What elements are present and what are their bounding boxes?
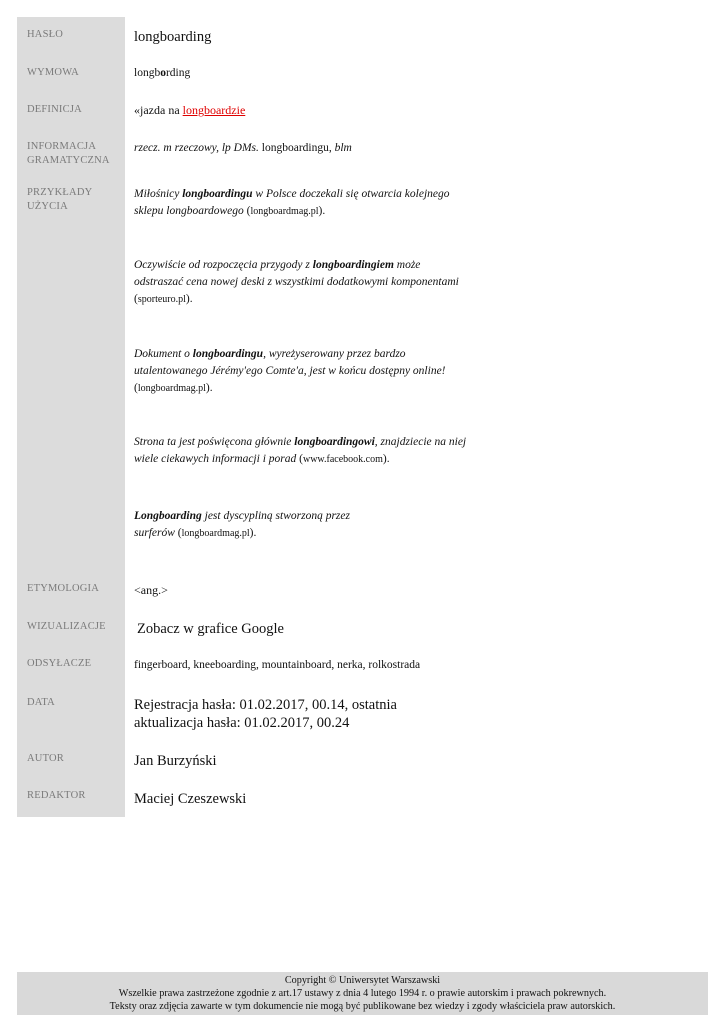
- headword: longboarding: [134, 29, 212, 45]
- example-4: Strona ta jest poświęcona głównie longboardingowi, znajdziecie na niej wiele ciekawych informacji i porad (www.facebook.com).: [134, 436, 467, 465]
- dates: Rejestracja hasła: 01.02.2017, 00.14, ostatnia aktualizacja hasła: 01.02.2017, 00.24: [134, 697, 397, 731]
- source: longboardmag.pl: [137, 383, 206, 394]
- label-redaktor: REDAKTOR: [27, 790, 86, 801]
- footer-copyright: Copyright © Uniwersytet Warszawski: [284, 975, 441, 986]
- example-1: Miłośnicy longboardingu w Polsce doczekali się otwarcia kolejnego sklepu longboardowego (longboardmag.pl).: [134, 188, 450, 217]
- footer-notice: Teksty oraz zdjęcia zawarte w tym dokumencie nie mogą być publikowane bez wiedzy i zgody właściciela praw autorskich.: [109, 1001, 616, 1012]
- label-odsylacze: ODSYŁACZE: [27, 658, 92, 669]
- definition-link[interactable]: longboardzie: [182, 103, 246, 117]
- footer-rights: Wszelkie prawa zastrzeżone zgodnie z art.17 ustawy z dnia 4 lutego 1994 r. o prawie autorskim i prawach pokrewnych.: [118, 988, 607, 999]
- cross-references: fingerboard, kneeboarding, mountainboard, nerka, rolkostrada: [134, 659, 421, 671]
- example-2: Oczywiście od rozpoczęcia przygody z longboardingiem może odstraszać cena nowej deski z wszystkimi dodatkowymi komponentami (sporteuro.pl).: [134, 259, 459, 305]
- label-definicja: DEFINICJA: [27, 104, 82, 115]
- source: longboardmag.pl: [181, 528, 250, 539]
- source: sporteuro.pl: [137, 294, 186, 305]
- label-autor: AUTOR: [27, 753, 64, 764]
- editor: Maciej Czeszewski: [134, 791, 247, 807]
- label-etymologia: ETYMOLOGIA: [27, 583, 99, 594]
- label-haslo: HASŁO: [27, 29, 64, 40]
- example-5: Longboarding jest dyscypliną stworzoną przez surferów (longboardmag.pl).: [134, 510, 350, 539]
- source: longboardmag.pl: [250, 206, 319, 217]
- pronunciation: longbording: [134, 67, 191, 79]
- label-wizualizacje: WIZUALIZACJE: [27, 621, 106, 632]
- google-images-link[interactable]: Zobacz w grafice Google: [137, 621, 284, 637]
- copyright-footer: [17, 972, 708, 1015]
- label-wymowa: WYMOWA: [27, 67, 79, 78]
- etymology: <ang.>: [134, 583, 168, 597]
- source: www.facebook.com: [302, 454, 383, 465]
- label-przyklady-uzycia: PRZYKŁADY UŻYCIA: [27, 187, 93, 212]
- label-data: DATA: [27, 697, 55, 708]
- label-informacja-gramatyczna: INFORMACJA GRAMATYCZNA: [27, 141, 110, 166]
- example-3: Dokument o longboardingu, wyreżyserowany przez bardzo utalentowanego Jérémy'ego Comte'a, jest w końcu dostępny online! (longboardmag.pl).: [134, 348, 446, 394]
- definition: «jazda na longboardzie: [134, 103, 246, 117]
- author: Jan Burzyński: [134, 753, 217, 769]
- grammar-info: rzecz. m rzeczowy, lp DMs. longboardingu, blm: [134, 142, 352, 154]
